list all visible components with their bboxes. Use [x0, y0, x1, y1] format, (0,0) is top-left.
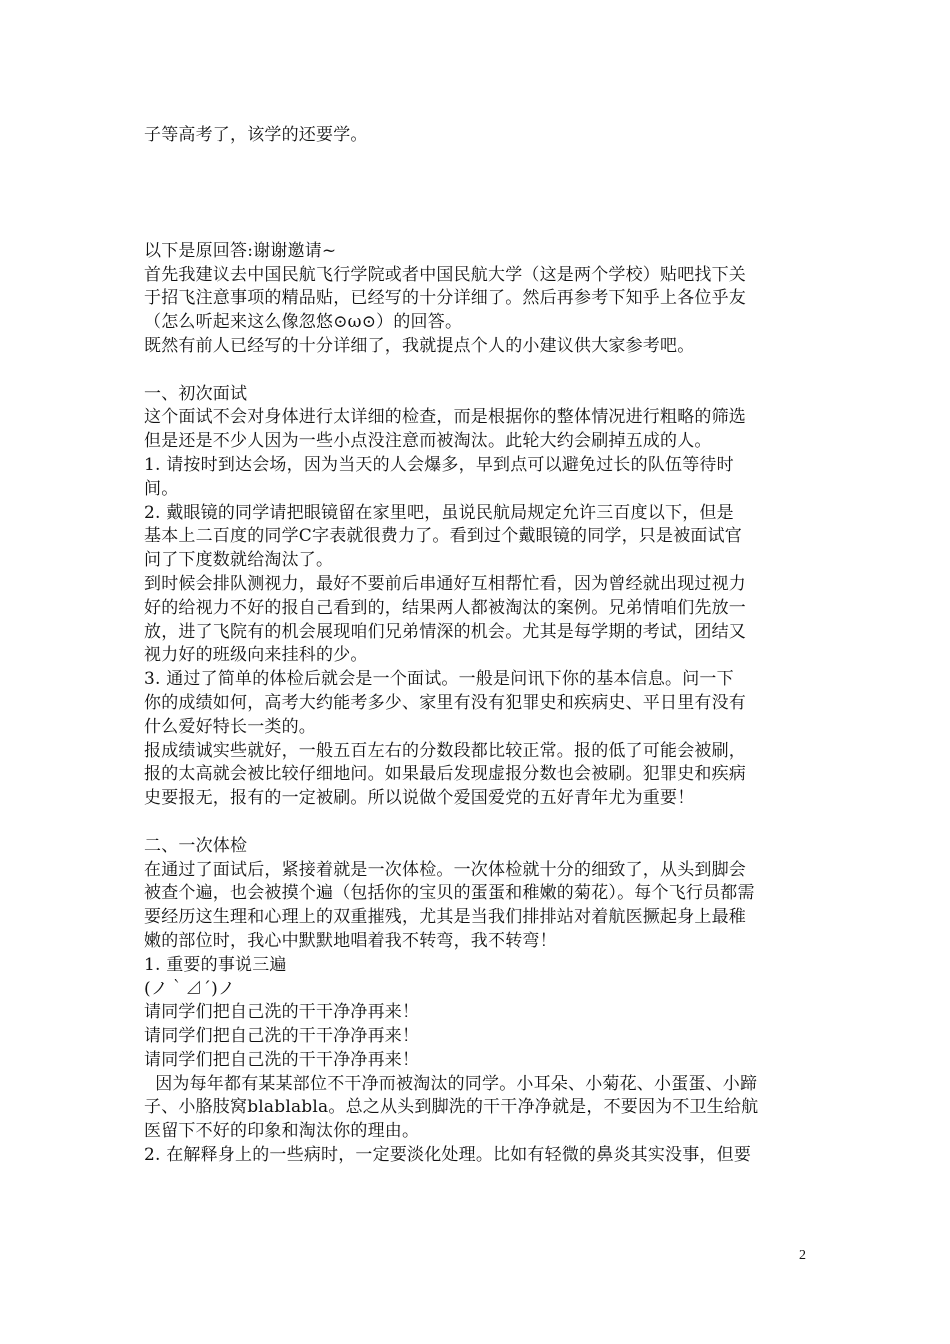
text-line: 子、小胳肢窝blablabla。总之从头到脚洗的干干净净就是，不要因为不卫生给航 [144, 1097, 759, 1118]
text-line: 基本上二百度的同学C字表就很费力了。看到过个戴眼镜的同学，只是被面试官 [144, 526, 743, 547]
section-heading: 一、初次面试 [144, 383, 248, 404]
text-line: 请同学们把自己洗的干干净净再来！ [144, 1026, 420, 1047]
text-line: 以下是原回答:谢谢邀请~ [144, 240, 337, 261]
text-line: 你的成绩如何，高考大约能考多少、家里有没有犯罪史和疾病史、平日里有没有 [144, 692, 746, 713]
section-heading: 二、一次体检 [144, 835, 248, 856]
text-line: 问了下度数就给淘汰了。 [144, 550, 334, 571]
text-line: 被查个遍，也会被摸个遍（包括你的宝贝的蛋蛋和稚嫩的菊花）。每个飞行员都需 [144, 883, 755, 904]
text-line: 首先我建议去中国民航飞行学院或者中国民航大学（这是两个学校）贴吧找下关 [144, 264, 746, 285]
text-line: 于招飞注意事项的精品贴，已经写的十分详细了。然后再参考下知乎上各位乎友 [144, 288, 746, 309]
text-line: 视力好的班级向来挂科的少。 [144, 645, 368, 666]
text-line: 请同学们把自己洗的干干净净再来！ [144, 1049, 420, 1070]
text-line: 间。 [144, 478, 179, 499]
text-line: 这个面试不会对身体进行太详细的检查，而是根据你的整体情况进行粗略的筛选 [144, 407, 746, 428]
text-line: 放，进了飞院有的机会展现咱们兄弟情深的机会。尤其是每学期的考试，团结又 [144, 621, 746, 642]
text-line: 报的太高就会被比较仔细地问。如果最后发现虚报分数也会被刷。犯罪史和疾病 [144, 764, 746, 785]
blank-line [144, 359, 814, 383]
text-line: 既然有前人已经写的十分详细了，我就提点个人的小建议供大家参考吧。 [144, 335, 695, 356]
text-line: 什么爱好特长一类的。 [144, 716, 316, 737]
text-line: 因为每年都有某某部位不干净而被淘汰的同学。小耳朵、小菊花、小蛋蛋、小蹄 [144, 1073, 758, 1094]
text-line: （怎么听起来这么像忽悠⊙ω⊙）的回答。 [144, 312, 463, 333]
body-text [144, 124, 814, 1168]
text-line: 史要报无，报有的一定被刷。所以说做个爱国爱党的五好青年尤为重要！ [144, 788, 695, 809]
text-line: 请同学们把自己洗的干干净净再来！ [144, 1002, 420, 1023]
text-line: 好的给视力不好的报自己看到的，结果两人都被淘汰的案例。兄弟情咱们先放一 [144, 597, 746, 618]
page-number: 2 [799, 1248, 806, 1263]
text-line: 子等高考了，该学的还要学。 [144, 125, 368, 145]
spacer [144, 148, 814, 240]
text-line: 1. 请按时到达会场，因为当天的人会爆多，早到点可以避免过长的队伍等待时 [144, 454, 734, 475]
text-line: 要经历这生理和心理上的双重摧残，尤其是当我们排排站对着航医撅起身上最稚 [144, 907, 746, 928]
blank-line [144, 811, 814, 835]
text-line: 医留下不好的印象和淘汰你的理由。 [144, 1121, 420, 1142]
text-line: 报成绩诚实些就好，一般五百左右的分数段都比较正常。报的低了可能会被刷， [144, 740, 746, 761]
text-line: 3. 通过了简单的体检后就会是一个面试。一般是问讯下你的基本信息。问一下 [144, 669, 734, 690]
text-line: 嫩的部位时，我心中默默地唱着我不转弯，我不转弯！ [144, 930, 557, 951]
text-line: 2. 在解释身上的一些病时，一定要淡化处理。比如有轻微的鼻炎其实没事，但要 [144, 1145, 752, 1166]
text-line: 但是还是不少人因为一些小点没注意而被淘汰。此轮大约会刷掉五成的人。 [144, 431, 712, 452]
text-line: 在通过了面试后，紧接着就是一次体检。一次体检就十分的细致了，从头到脚会 [144, 859, 746, 880]
text-line: 2. 戴眼镜的同学请把眼镜留在家里吧，虽说民航局规定允许三百度以下，但是 [144, 502, 734, 523]
text-line: 1. 重要的事说三遍 [144, 954, 287, 975]
text-line: 到时候会排队测视力，最好不要前后串通好互相帮忙看，因为曾经就出现过视力 [144, 573, 746, 594]
emoticon-line: (ノ｀⊿´)ノ [144, 978, 236, 999]
